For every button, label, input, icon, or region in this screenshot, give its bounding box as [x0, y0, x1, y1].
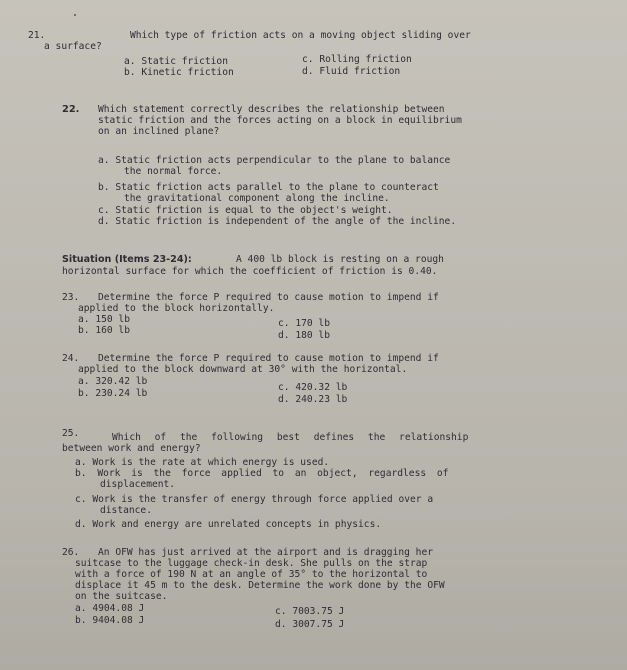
option-c: c. Work is the transfer of energy through force applied over a [75, 494, 434, 505]
question-stem-line: between work and energy? [62, 443, 201, 454]
option-a: a. 320.42 lb [78, 376, 148, 387]
option-d: d. Static friction is independent of the angle of the incline. [98, 216, 457, 227]
question-stem-line: Which of the following best defines the relationship [112, 432, 469, 443]
option-d: d. 240.23 lb [278, 394, 348, 405]
option-a: a. Work is the rate at which energy is used. [75, 457, 330, 468]
option-b: b. 230.24 lb [78, 388, 148, 399]
option-c: c. 170 lb [278, 318, 330, 329]
question-number: 22. [62, 104, 80, 115]
option-a-continued: the normal force. [124, 166, 223, 177]
question-stem-line: applied to the block downward at 30° with the horizontal. [78, 364, 408, 375]
question-stem-line: An OFW has just arrived at the airport and is dragging her [98, 547, 434, 558]
question-stem-line: a surface? [44, 41, 102, 52]
question-stem-line: applied to the block horizontally. [78, 303, 275, 314]
option-c: c. Static friction is equal to the object's weight. [98, 205, 393, 216]
question-number: 24. [62, 353, 80, 364]
option-d: d. Work and energy are unrelated concepts in physics. [75, 519, 382, 530]
question-stem-line: displace it 45 m to the desk. Determine the work done by the OFW [75, 580, 445, 591]
question-stem-line: Which type of friction acts on a moving object sliding over [130, 30, 471, 41]
question-stem-line: Which statement correctly describes the relationship between [98, 104, 445, 115]
question-stem-line: on the suitcase. [75, 591, 168, 602]
option-c: c. Rolling friction [302, 54, 412, 65]
question-stem-line: suitcase to the luggage check-in desk. She pulls on the strap [75, 558, 428, 569]
question-stem-line: on an inclined plane? [98, 126, 220, 137]
option-c: c. 420.32 lb [278, 382, 348, 393]
question-stem-line: with a force of 190 N at an angle of 35° to the horizontal to [75, 569, 428, 580]
question-number: 21. [28, 30, 46, 41]
question-stem-line: Determine the force P required to cause motion to impend if [98, 353, 439, 364]
speck [74, 14, 76, 16]
situation-label: Situation (Items 23-24): [62, 254, 192, 265]
option-a: a. 150 lb [78, 314, 130, 325]
question-stem-line: static friction and the forces acting on a block in equilibrium [98, 115, 462, 126]
option-d: d. 180 lb [278, 330, 330, 341]
situation-text-line: horizontal surface for which the coefficient of friction is 0.40. [62, 266, 438, 277]
question-number: 23. [62, 292, 80, 303]
option-a: a. Static friction [124, 56, 228, 67]
option-d: d. Fluid friction [302, 66, 401, 77]
question-stem-line: Determine the force P required to cause motion to impend if [98, 292, 439, 303]
option-b-continued: displacement. [100, 479, 176, 490]
option-b: b. Static friction acts parallel to the plane to counteract [98, 182, 439, 193]
question-number: 26. [62, 547, 80, 558]
situation-text-line: A 400 lb block is resting on a rough [236, 254, 444, 265]
option-b: b. 160 lb [78, 325, 130, 336]
option-b-continued: the gravitational component along the incline. [124, 193, 390, 204]
option-c-continued: distance. [100, 505, 152, 516]
option-b: b. 9404.08 J [75, 615, 145, 626]
option-d: d. 3007.75 J [275, 619, 345, 630]
option-b: b. Kinetic friction [124, 67, 234, 78]
question-number: 25. [62, 428, 80, 439]
option-a: a. Static friction acts perpendicular to the plane to balance [98, 155, 451, 166]
option-a: a. 4904.08 J [75, 603, 145, 614]
option-c: c. 7003.75 J [275, 606, 345, 617]
option-b: b. Work is the force applied to an object, regardless of [75, 468, 449, 479]
